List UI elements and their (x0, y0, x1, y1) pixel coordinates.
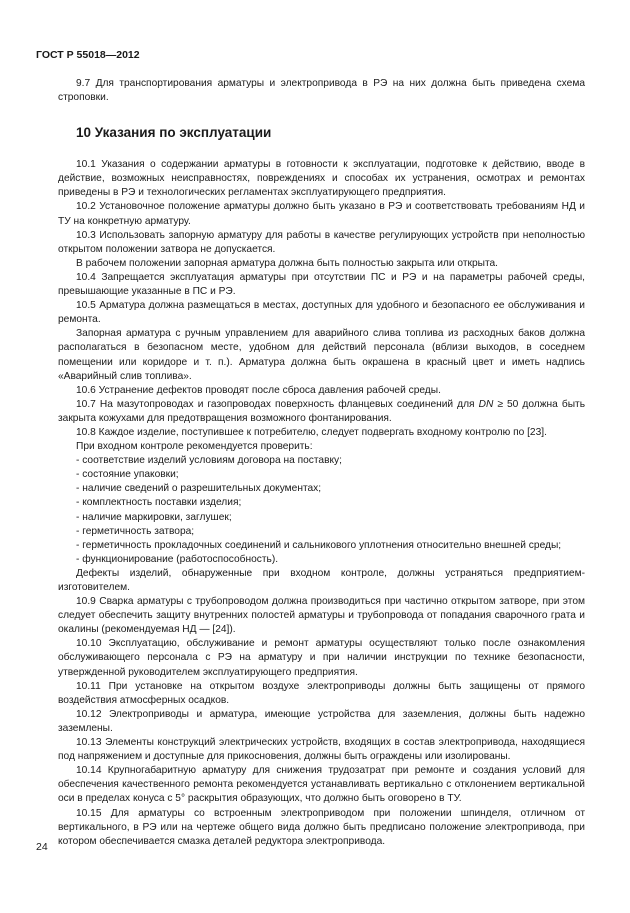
section-title: 10 Указания по эксплуатации (76, 125, 272, 141)
check-list (58, 454, 585, 567)
check-list-item: - состояние упаковки; (76, 469, 179, 481)
paragraph-10-2: 10.2 Установочное положение арматуры должно быть указано в РЭ и соответствовать требованиям НД и ТУ на конкретную арматуру. (58, 201, 585, 227)
paragraph-10-4: 10.4 Запрещается эксплуатация арматуры при отсутствии ПС и РЭ и на параметры рабочей среды, превышающие указанные в ПС и РЭ. (58, 271, 585, 298)
check-list-item: - герметичность затвора; (76, 525, 195, 537)
paragraph-10-13: 10.13 Элементы конструкций электрических устройств, входящих в состав электропривода, находящиеся под напряжением и доступные для прикосновения, должны быть ограждены или изолированы. (58, 737, 585, 763)
paragraph-10-3-continued: В рабочем положении запорная арматура должна быть полностью закрыта или открыта. (76, 257, 498, 269)
check-list-item: - герметичность прокладочных соединений и сальникового уплотнения относительно внешней среды; (76, 539, 562, 551)
paragraph-10-5: 10.5 Арматура должна размещаться в местах, доступных для удобного и безопасного ее обслуживания и ремонта. (58, 300, 585, 326)
paragraph-10-8-defects: Дефекты изделий, обнаруженные при входном контроле, должны устраняться предприятием-изготовителем. (58, 567, 585, 593)
document-header: ГОСТ Р 55018—2012 (36, 49, 140, 61)
paragraph-10-12: 10.12 Электроприводы и арматура, имеющие устройства для заземления, должны быть надежно заземлены. (58, 708, 585, 734)
check-list-item: - наличие сведений о разрешительных документах; (76, 483, 322, 495)
check-list-item: - наличие маркировки, заглушек; (76, 511, 232, 523)
paragraph-10-7-end: ≥ 50 должна быть закрыта кожухами для предотвращения возможного фонтанирования. (58, 398, 586, 424)
paragraph-10-7 (58, 398, 585, 426)
paragraph-10-11: 10.11 При установке на открытом воздухе электроприводы должны быть защищены от прямого воздействия атмосферных осадков. (58, 680, 585, 706)
paragraph-10-8-intro: При входном контроле рекомендуется проверить: (76, 441, 313, 453)
paragraph-10-1: 10.1 Указания о содержании арматуры в готовности к эксплуатации, подготовке к действию, вводе в действие, возможных неисправностях, повреждениях и способах их устранения, осмотрах и ремонтах приведены в РЭ и технологических регламентах эксплуатирующего предприятия. (58, 159, 585, 199)
check-list-item: - комплектность поставки изделия; (76, 497, 242, 509)
page-number: 24 (36, 841, 48, 853)
paragraph-10-9: 10.9 Сварка арматуры с трубопроводом должна производиться при частично открытом затворе, при этом следует обеспечить защиту внутренних полостей арматуры и трубопровода от попадания сварочного грата и окалины (рекомендуемая НД — [24]). (58, 596, 585, 636)
paragraph-10-3: 10.3 Использовать запорную арматуру для работы в качестве регулирующих устройств при неполностью открытом положении затвора не допускается. (58, 229, 585, 255)
paragraph-10-6: 10.6 Устранение дефектов проводят после сброса давления рабочей среды. (76, 384, 441, 396)
paragraph-10-8: 10.8 Каждое изделие, поступившее к потребителю, следует подвергать входному контролю по [23]. (76, 426, 547, 438)
paragraph-10-7-start: 10.7 На мазутопроводах и газопроводах поверхность фланцевых соединений для (76, 398, 479, 410)
paragraph-9-7: 9.7 Для транспортирования арматуры и электропривода в РЭ на них должна быть приведена схема строповки. (58, 78, 585, 104)
paragraph-10-14: 10.14 Крупногабаритную арматуру для снижения трудозатрат при ремонте и создания условий для обеспечения качественного ремонта рекомендуется устанавливать вертикально с отклонением вертикальной оси в пределах конуса с 5° раскрытия образующих, что должно быть оговорено в ТУ. (58, 765, 585, 805)
paragraph-10-5-continued: Запорная арматура с ручным управлением для аварийного слива топлива из расходных баков должна располагаться в безопасном месте, удобном для действий персонала (вблизи выходов, в соседнем помещении или коридоре и т. п.). Арматура должна быть окрашена в красный цвет и иметь надпись «Аварийный слив топлива». (58, 328, 585, 382)
dn-symbol: DN (478, 398, 494, 410)
check-list-item: - соответствие изделий условиям договора на поставку; (76, 455, 342, 467)
paragraph-10-10: 10.10 Эксплуатацию, обслуживание и ремонт арматуры осуществляют только после ознакомления обслуживающего персонала с РЭ на арматуру и при наличии инструкции по технике безопасности, утвержденной руководителем эксплуатирующего предприятия. (58, 638, 585, 678)
check-list-item: - функционирование (работоспособность). (76, 553, 279, 565)
document-body (58, 77, 585, 849)
paragraph-10-15: 10.15 Для арматуры со встроенным электроприводом при положении шпинделя, отличном от вертикального, в РЭ или на чертеже общего вида должно быть предписано положение электропривода, при котором обеспечивается смазка деталей редуктора электропривода. (58, 807, 585, 847)
